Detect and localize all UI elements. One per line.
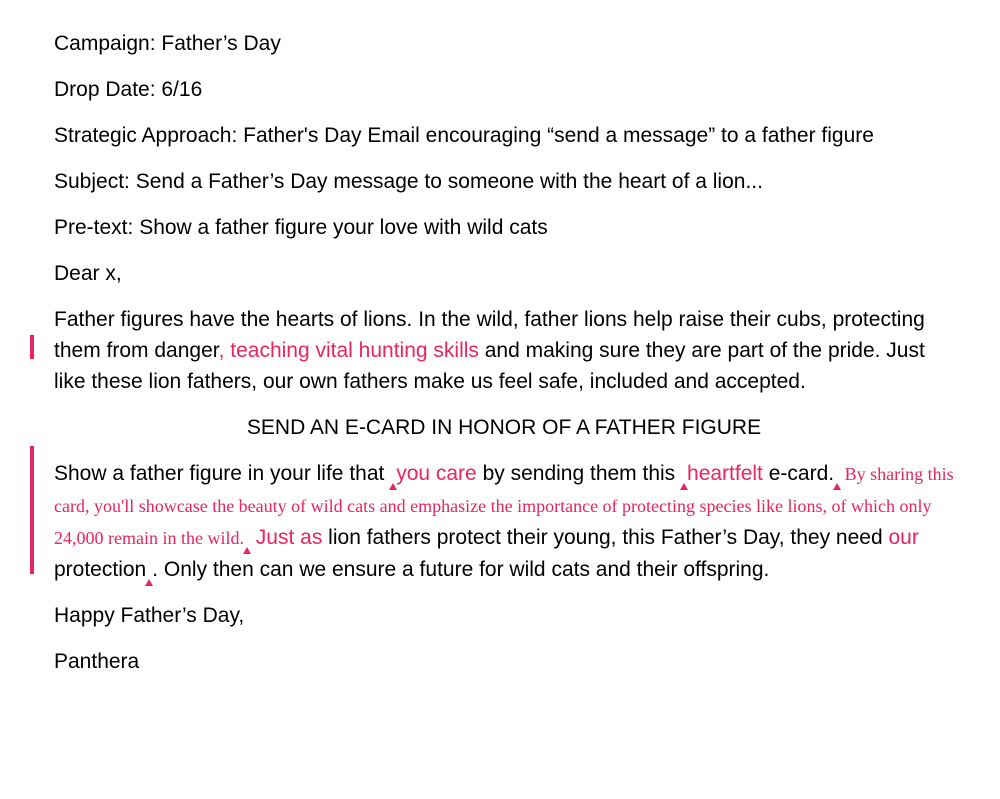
tracked-insertion[interactable]: our xyxy=(888,526,919,549)
tracked-insertion[interactable]: heartfelt xyxy=(687,462,763,485)
insertion-caret-icon xyxy=(145,579,153,586)
body-text: e-card. xyxy=(762,462,835,485)
body-text: by sending them this xyxy=(476,462,682,485)
signoff: Happy Father’s Day, xyxy=(54,604,245,627)
email-copy-document xyxy=(54,28,954,692)
body-text: protection xyxy=(54,558,147,581)
tracked-insertion[interactable]: Just as xyxy=(249,526,323,549)
change-bar xyxy=(30,335,34,359)
body-text: lion fathers protect their young, this Father’s Day, they need xyxy=(322,526,889,549)
tracked-insertion[interactable]: you care xyxy=(396,462,477,485)
tracked-insertion[interactable]: , teaching vital hunting skills xyxy=(218,339,479,362)
drop-date-line: Drop Date: 6/16 xyxy=(54,78,203,101)
tracked-insertion[interactable]: By sharing this card, you'll showcase the beauty of wild cats and emphasize the importance of protecting species like lions, of which only 24,000 remain in the wild. xyxy=(54,464,954,548)
body-text: Show a father figure in your life that xyxy=(54,462,391,485)
signature: Panthera xyxy=(54,650,140,673)
insertion-caret-icon xyxy=(243,547,251,554)
pretext-line: Pre-text: Show a father figure your love with wild cats xyxy=(54,216,548,239)
subject-line: Subject: Send a Father’s Day message to someone with the heart of a lion... xyxy=(54,170,763,193)
greeting: Dear x, xyxy=(54,262,122,285)
strategic-approach-line: Strategic Approach: Father's Day Email encouraging “send a message” to a father figure xyxy=(54,124,874,147)
body-text: and making sure they are part of the pride. Just like these lion fathers, our own fathers make us feel safe, included and accepted. xyxy=(54,339,925,393)
change-bar xyxy=(30,446,34,574)
insertion-caret-icon xyxy=(389,483,397,490)
body-text: . Only then can we ensure a future for wild cats and their offspring. xyxy=(152,558,770,581)
insertion-caret-icon xyxy=(680,483,688,490)
insertion-caret-icon xyxy=(833,483,841,490)
body-paragraph-1 xyxy=(54,304,954,397)
campaign-line: Campaign: Father’s Day xyxy=(54,32,281,55)
body-text: Father figures have the hearts of lions. In the wild, father lions help raise their cubs, protecting them from danger xyxy=(54,308,925,362)
cta-heading: SEND AN E-CARD IN HONOR OF A FATHER FIGURE xyxy=(246,416,762,439)
body-paragraph-2 xyxy=(54,458,954,585)
